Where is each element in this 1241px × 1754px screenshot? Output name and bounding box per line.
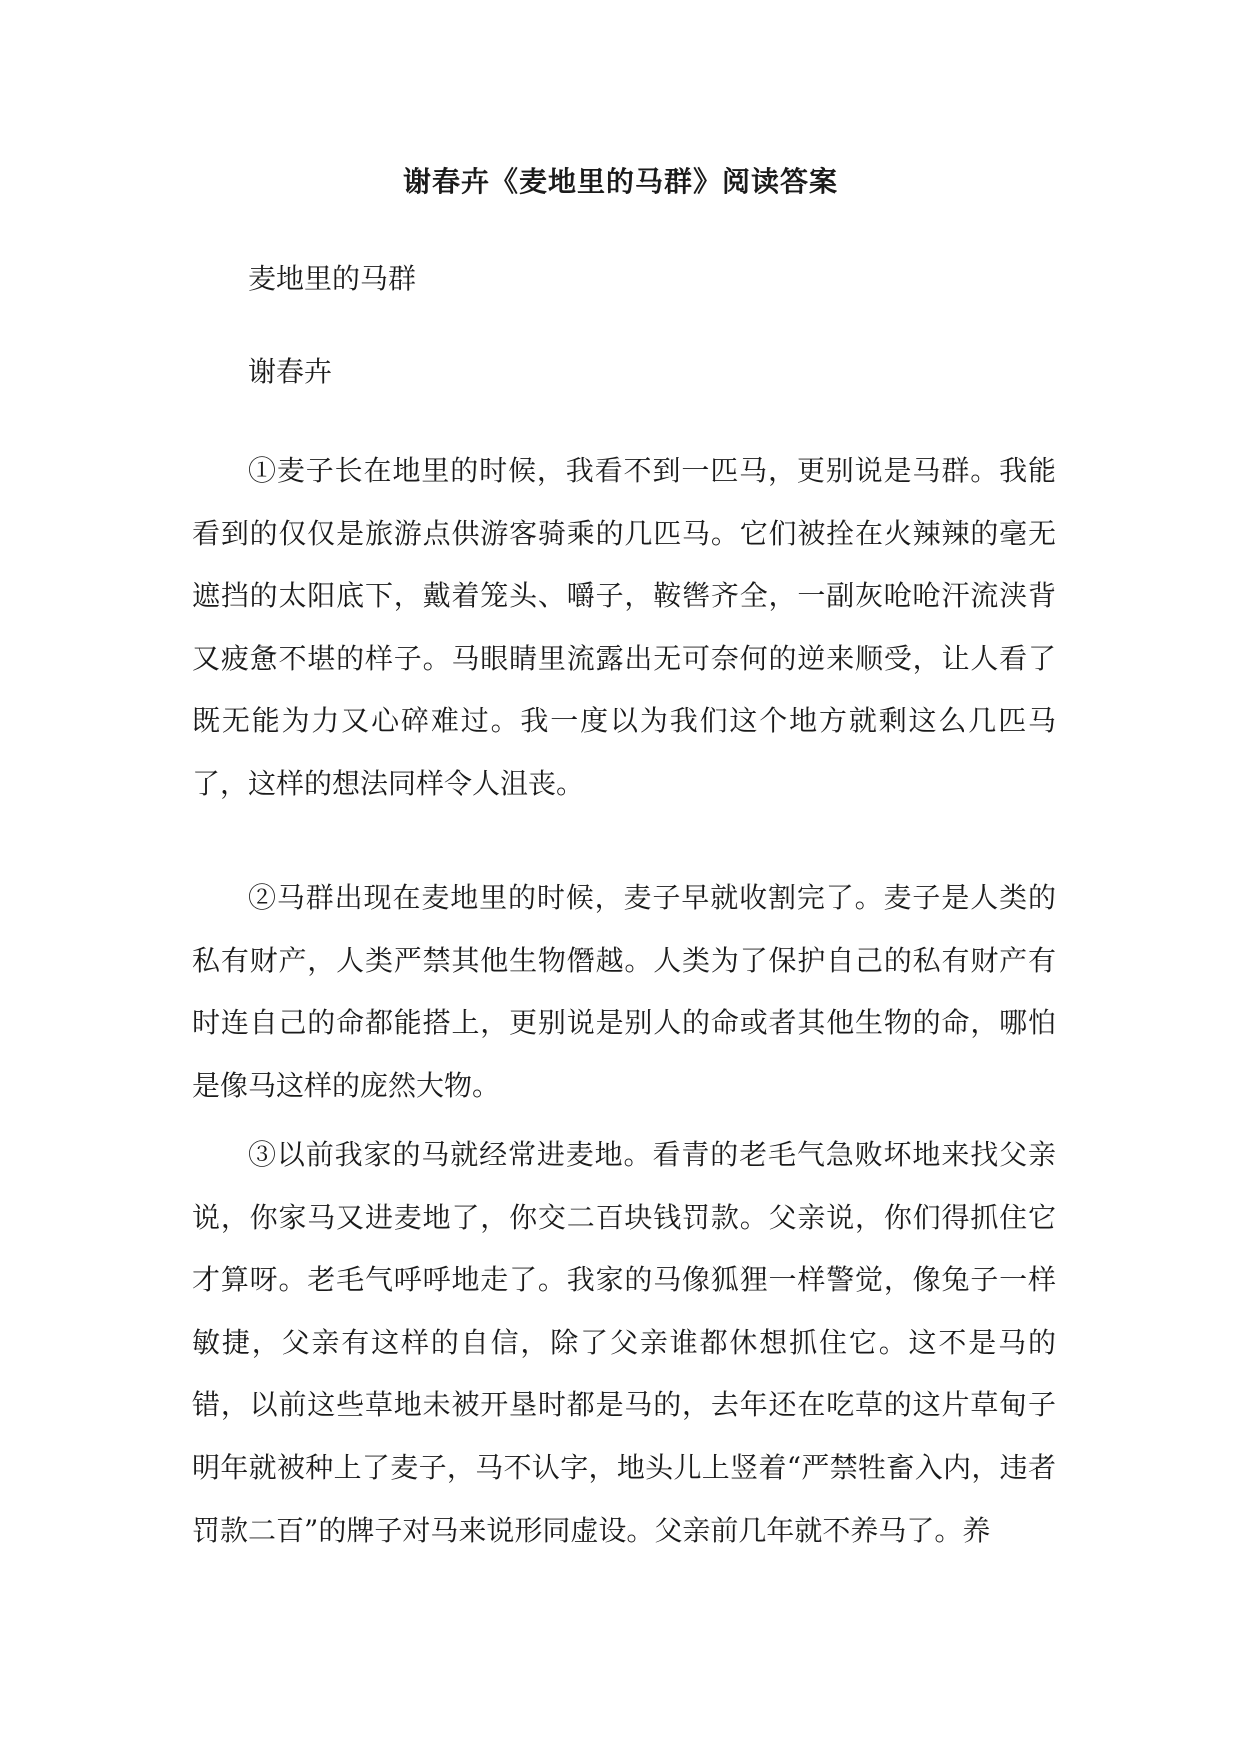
paragraph-3: ③以前我家的马就经常进麦地。看青的老毛气急败坏地来找父亲说，你家马又进麦地了，你交二百块钱罚款。父亲说，你们得抓住它才算呀。老毛气呼呼地走了。我家的马像狐狸一样警觉，像兔子一样敏捷，父亲有这样的自信，除了父亲谁都休想抓住它。这不是马的错，以前这些草地未被开垦时都是马的，去年还在吃草的这片草甸子明年就被种上了麦子，马不认字，地头儿上竖着“严禁牲畜入内，违者罚款二百”的牌子对马来说形同虚设。父亲前几年就不养马了。养 [192,1138,1056,1547]
article-title: 麦地里的马群 [248,262,417,295]
paragraph-1: ①麦子长在地里的时候，我看不到一匹马，更别说是马群。我能看到的仅仅是旅游点供游客骑乘的几匹马。它们被拴在火辣辣的毫无遮挡的太阳底下，戴着笼头、嚼子，鞍辔齐全，一副灰呛呛汗流浃背又疲惫不堪的样子。马眼睛里流露出无可奈何的逆来顺受，让人看了既无能为力又心碎难过。我一度以为我们这个地方就剩这么几匹马了，这样的想法同样令人沮丧。 [192,454,1056,800]
paragraph-2: ②马群出现在麦地里的时候，麦子早就收割完了。麦子是人类的私有财产，人类严禁其他生物僭越。人类为了保护自己的私有财产有时连自己的命都能搭上，更别说是别人的命或者其他生物的命，哪怕是像马这样的庞然大物。 [192,881,1056,1102]
article-author: 谢春卉 [248,355,333,388]
document-title: 谢春卉《麦地里的马群》阅读答案 [402,165,838,198]
